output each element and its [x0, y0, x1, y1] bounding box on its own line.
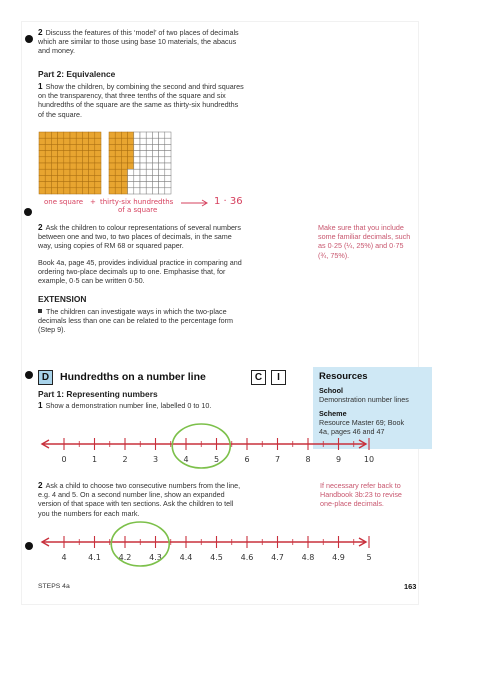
- tick-label: 4.1: [88, 553, 101, 562]
- footer-steps: STEPS 4a: [38, 583, 70, 590]
- resources-school-heading: School: [319, 386, 343, 395]
- tick-label: 4.7: [271, 553, 284, 562]
- section-d-title: Hundredths on a number line: [60, 371, 206, 383]
- tick-label: 4.5: [210, 553, 223, 562]
- tick-label: 2: [122, 455, 128, 464]
- page-number: 163: [404, 582, 417, 591]
- caption-one-square: one square: [44, 198, 84, 206]
- section-letter-box: D: [38, 370, 53, 385]
- document-page: [22, 22, 418, 604]
- resources-title: Resources: [319, 371, 368, 382]
- partial-square-grid: [109, 132, 171, 194]
- punch-hole-lower: [25, 371, 33, 379]
- caption-arrow: [180, 199, 210, 207]
- side-note-handbook: If necessary refer back to Handbook 3b:23 to revise one-place decimals.: [320, 481, 402, 509]
- tick-label: 1: [91, 455, 98, 464]
- item-2-colour: 2 Ask the children to colour representations of several numbers between one and two, to two places of decimals, in the same way, using copies of RM 68 or squared paper.: [38, 223, 241, 251]
- side-note-familiar-decimals: Make sure that you include some familiar decimals, such as 0·25 (¼, 25%) and 0·75 (¾, 75%).: [318, 223, 411, 260]
- tick-label: 4.2: [118, 553, 132, 562]
- punch-hole-middle: [24, 208, 32, 216]
- resources-scheme-heading: Scheme: [319, 409, 347, 418]
- tick-label: 4.8: [301, 553, 315, 562]
- item-1-show: 1 Show the children, by combining the second and third squares on the transparency, that three tenths of the square and six hundredths of the square are the same as thirty-six hundredths of the square.: [38, 82, 244, 119]
- punch-hole-top: [25, 35, 33, 43]
- i-indicator-box: I: [271, 370, 286, 385]
- tick-label: 4.3: [149, 553, 162, 562]
- tick-label: 5: [366, 553, 372, 562]
- c-indicator-box: C: [251, 370, 266, 385]
- item-2-discuss: 2 Discuss the features of this ‘model’ of two places of decimals which are similar to those using base 10 materials, the abacus and money.: [38, 28, 239, 56]
- tick-label: 4.9: [332, 553, 345, 562]
- tick-label: 0: [61, 455, 67, 464]
- tick-label: 4: [61, 553, 67, 562]
- caption-thirty-six: thirty-six hundredths: [100, 198, 174, 206]
- book-reference-paragraph: Book 4a, page 45, provides individual practice in comparing and ordering two-place decimals up to one. Emphasise that, for example, 0·5 can be written 0·50.: [38, 258, 242, 286]
- caption-of-square: of a square: [118, 206, 158, 214]
- tick-label: 3: [152, 455, 159, 464]
- item-1-demonstration: 1 Show a demonstration number line, labelled 0 to 10.: [38, 401, 212, 410]
- tick-label: 7: [274, 455, 281, 464]
- tick-label: 10: [363, 455, 375, 464]
- resources-scheme-text: Resource Master 69; Book 4a, pages 46 and 47: [319, 418, 405, 437]
- full-square-grid: [39, 132, 101, 194]
- number-line-0-to-10: [32, 414, 375, 470]
- extension-heading: EXTENSION: [38, 294, 87, 304]
- square-bullet-icon: [38, 309, 42, 313]
- extension-text: The children can investigate ways in which the two-place decimals less than one can be related to the percentage form (Step 9).: [38, 307, 233, 335]
- tick-label: 4.6: [240, 553, 254, 562]
- tick-label: 4: [183, 455, 189, 464]
- caption-result: 1 · 36: [214, 196, 243, 207]
- tick-label: 6: [244, 455, 250, 464]
- tick-label: 5: [213, 455, 220, 464]
- hundred-squares-diagram: [37, 130, 197, 198]
- number-line-4-to-5: [32, 512, 372, 568]
- grid-caption: [44, 196, 284, 216]
- caption-plus: +: [90, 198, 96, 206]
- part2-heading: Part 2: Equivalence: [38, 69, 116, 79]
- tick-label: 8: [305, 455, 311, 464]
- part1-heading: Part 1: Representing numbers: [38, 389, 158, 399]
- item-2-choose: 2 Ask a child to choose two consecutive numbers from the line, e.g. 4 and 5. On a second number line, show an expanded version of that space with ten sections. Ask the children to tell you the numbers for each mark.: [38, 481, 241, 518]
- resources-school-text: Demonstration number lines: [319, 395, 409, 404]
- tick-label: 4.4: [179, 553, 193, 562]
- tick-label: 9: [335, 455, 342, 464]
